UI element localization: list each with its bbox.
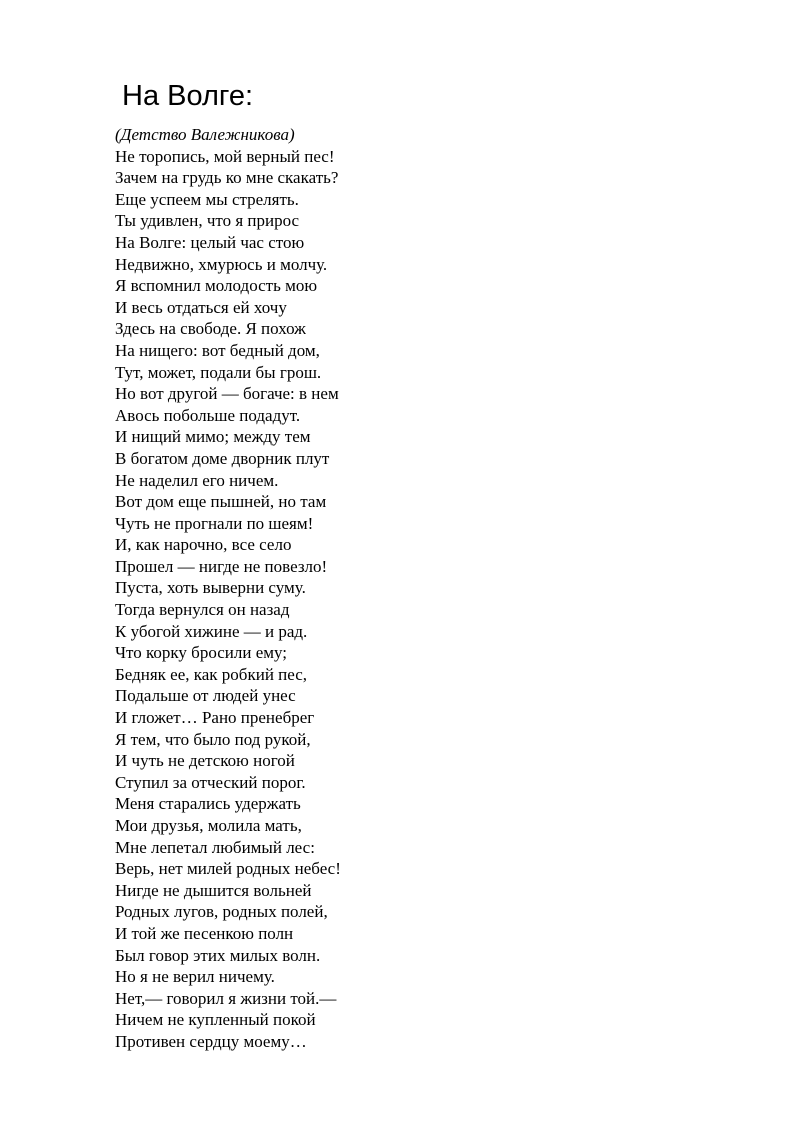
poem-line: На нищего: вот бедный дом, [115, 340, 320, 360]
poem-body [115, 146, 341, 1053]
poem-line: И весь отдаться ей хочу [115, 297, 287, 317]
poem-line: Меня старались удержать [115, 794, 301, 814]
poem-line: Зачем на грудь ко мне скакать? [115, 168, 339, 188]
poem-line: Вот дом еще пышней, но там [115, 492, 327, 512]
poem-line: Родных лугов, родных полей, [115, 902, 328, 922]
poem-line: Ты удивлен, что я прирос [115, 211, 300, 231]
poem-line: Был говор этих милых волн. [115, 945, 321, 965]
poem-line: Но я не верил ничему. [115, 967, 275, 987]
poem-line: Недвижно, хмурюсь и молчу. [115, 254, 328, 274]
poem-line: Но вот другой — богаче: в нем [115, 384, 339, 404]
poem-line: Подальше от людей унес [115, 686, 296, 706]
poem-line: Мои друзья, молила мать, [115, 816, 302, 835]
poem-line: В богатом доме дворник плут [115, 448, 330, 468]
poem-line: Нет,— говорил я жизни той.— [115, 988, 337, 1008]
poem-line: И нищий мимо; между тем [115, 427, 311, 447]
poem-line: Авось побольше подадут. [115, 405, 301, 425]
poem-line: Бедняк ее, как робкий пес, [115, 664, 308, 684]
poem-line: Я тем, что было под рукой, [115, 729, 311, 749]
poem-line: Не наделил его ничем. [115, 470, 279, 490]
poem-line: И, как нарочно, все село [115, 535, 292, 555]
poem-line: Еще успеем мы стрелять. [115, 189, 299, 209]
poem-line: Чуть не прогнали по шеям! [115, 513, 314, 533]
poem-line: Здесь на свободе. Я похож [115, 319, 306, 339]
poem-line: Тут, может, подали бы грош. [115, 362, 322, 382]
poem-line: К убогой хижине — и рад. [115, 621, 308, 641]
poem-line: Я вспомнил молодость мою [115, 276, 318, 296]
poem-line: И чуть не детскою ногой [115, 751, 295, 771]
poem-line: Ничем не купленный покой [115, 1010, 316, 1030]
poem-line: Прошел — нигде не повезло! [115, 556, 328, 576]
poem-subtitle: (Детство Валежникова) [115, 125, 295, 144]
poem-line: И той же песенкою полн [115, 923, 294, 943]
poem-line: Что корку бросили ему; [115, 643, 288, 663]
poem-line: Не торопись, мой верный пес! [115, 146, 335, 166]
poem-line: Тогда вернулся он назад [115, 600, 290, 620]
poem-line: Противен сердцу моему… [115, 1031, 307, 1051]
poem-line: Верь, нет милей родных небес! [115, 859, 341, 879]
poem-line: И гложет… Рано пренебрег [115, 708, 315, 728]
poem-line: Ступил за отческий порог. [115, 772, 306, 792]
poem-line: Пуста, хоть выверни суму. [115, 578, 306, 598]
poem-line: Мне лепетал любимый лес: [115, 837, 315, 857]
poem-title: На Волге: [122, 80, 254, 112]
poem-line: Нигде не дышится вольней [115, 880, 312, 900]
poem-line: На Волге: целый час стою [115, 232, 305, 252]
